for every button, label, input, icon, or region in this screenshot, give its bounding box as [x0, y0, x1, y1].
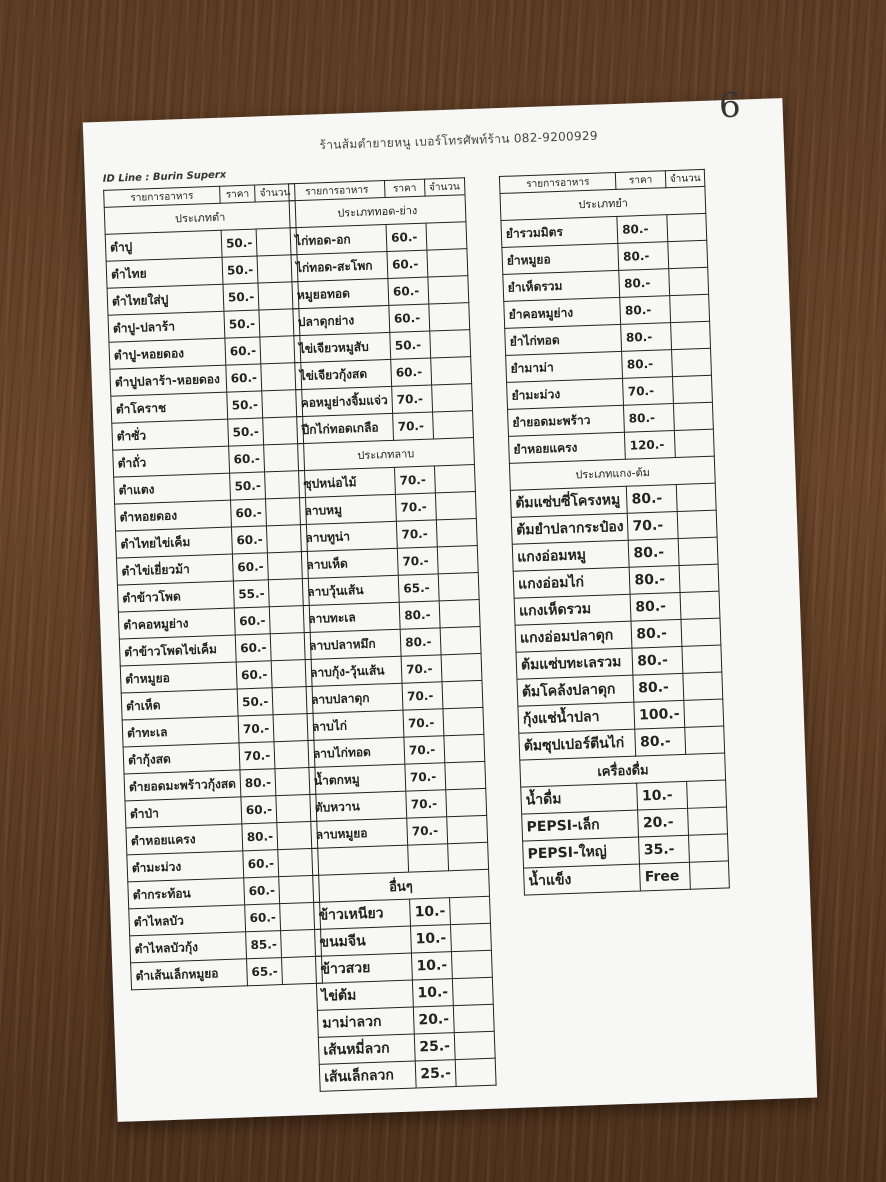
menu-item-price: 80.-: [400, 628, 441, 656]
menu-item-price: 50.-: [221, 229, 257, 257]
menu-item-name: ตำไข่เยี่ยวม้า: [116, 554, 233, 585]
menu-item-name: ต้มแซ่บทะเลรวม: [516, 648, 633, 679]
menu-item-name: ตำไทย: [106, 257, 223, 288]
menu-item-price: 80.-: [629, 565, 679, 594]
menu-item-name: ข้าวเหนียว: [314, 899, 411, 929]
menu-item-price: 80.-: [242, 823, 278, 851]
menu-item-name: ยำคอหมูย่าง: [504, 297, 621, 328]
menu-item-name: เส้นหมี่ลวก: [318, 1034, 415, 1064]
quantity-cell[interactable]: [672, 375, 713, 403]
header-price: ราคา: [220, 185, 256, 203]
menu-item-name: ตำซั่ว: [112, 419, 229, 450]
menu-item-name: ตำเส้นเล็กหมูยอ: [131, 959, 248, 990]
menu-item-price: 60.-: [387, 250, 428, 278]
menu-item-name: ตำปู-ปลาร้า: [108, 311, 225, 342]
quantity-cell[interactable]: [441, 653, 482, 681]
menu-item-name: ตำถั่ว: [113, 446, 230, 477]
menu-item-price: 70.-: [238, 715, 274, 743]
quantity-cell[interactable]: [432, 411, 473, 439]
quantity-cell[interactable]: [437, 546, 478, 574]
menu-item-name: ซุปหน่อไม้: [299, 467, 396, 497]
menu-item-name: ตำข้าวโพดไข่เค็ม: [119, 635, 236, 666]
menu-item-name: ต้มโคล้งปลาดุก: [517, 675, 634, 706]
menu-item-name: ไข่เจียวกุ้งสด: [295, 359, 392, 389]
menu-item-price: 60.-: [235, 634, 271, 662]
menu-item-price: 80.-: [631, 619, 681, 648]
quantity-cell[interactable]: [430, 330, 471, 358]
menu-item-price: 70.-: [403, 709, 444, 737]
quantity-cell[interactable]: [439, 599, 480, 627]
menu-item-price: 25.-: [414, 1033, 455, 1061]
header-price: ราคา: [385, 179, 425, 197]
quantity-cell[interactable]: [430, 357, 471, 385]
quantity-cell[interactable]: [454, 1031, 495, 1059]
handwritten-page-number: 6: [718, 85, 742, 127]
quantity-cell[interactable]: [429, 303, 470, 331]
quantity-cell[interactable]: [451, 950, 492, 978]
quantity-cell[interactable]: [668, 267, 709, 295]
menu-item-name: ลาบไก่ทอด: [308, 737, 405, 767]
menu-item-price: 80.-: [629, 539, 679, 568]
menu-item-name: ยำหอยแครง: [508, 432, 625, 463]
quantity-cell[interactable]: [676, 483, 717, 511]
menu-item-name: ตำหมูยอ: [120, 662, 237, 693]
menu-item-price: 50.-: [227, 391, 263, 419]
menu-item-price: 10.-: [413, 979, 454, 1007]
menu-item-price: 70.-: [239, 742, 275, 770]
menu-item-name: ปีกไก่ทอดเกลือ: [297, 413, 394, 443]
menu-item-name: ยำยอดมะพร้าว: [508, 405, 625, 436]
menu-item-price: 60.-: [241, 796, 277, 824]
quantity-cell[interactable]: [444, 734, 485, 762]
menu-item-name: น้ำตกหมู: [309, 764, 406, 794]
menu-item-name: PEPSI-เล็ก: [522, 810, 639, 841]
header-name: รายการอาหาร: [289, 181, 386, 201]
menu-item-price: 80.-: [633, 673, 683, 702]
category-larb: ประเภทลาบ: [298, 438, 474, 471]
category-drinks: เครื่องดื่ม: [520, 753, 726, 787]
header-name: รายการอาหาร: [104, 186, 221, 207]
menu-item-price: 80.-: [240, 769, 276, 797]
menu-item-price: 80.-: [635, 727, 685, 756]
menu-item-price: 70.-: [395, 466, 436, 494]
quantity-cell[interactable]: [449, 896, 490, 924]
menu-item-price: 60.-: [234, 607, 270, 635]
menu-item-name: คอหมูย่างจิ้มแจ่ว: [296, 386, 393, 416]
menu-item-price: 85.-: [246, 931, 282, 959]
menu-item-name: ลาบไก่: [307, 710, 404, 740]
menu-item-name: ลาบวุ้นเส้น: [302, 575, 399, 605]
menu-item-name: ตำกระท้อน: [128, 878, 245, 909]
menu-item-price: 60.-: [231, 499, 267, 527]
menu-item-name: ตำคอหมูย่าง: [118, 608, 235, 639]
menu-item-name: ตำไหลบัวกุ้ง: [130, 932, 247, 963]
menu-item-price: 35.-: [639, 835, 689, 864]
header-name: รายการอาหาร: [499, 172, 616, 193]
quantity-cell[interactable]: [686, 780, 727, 808]
quantity-cell[interactable]: [435, 492, 476, 520]
menu-item-price: 25.-: [415, 1060, 456, 1088]
menu-item-name: ลาบหมูยอ: [311, 818, 408, 848]
menu-item-name: ยำมะม่วง: [507, 378, 624, 409]
menu-item-name: ตำไทยไข่เค็ม: [116, 527, 233, 558]
menu-item-name: ขนมจีน: [315, 926, 412, 956]
menu-item-name: ไก่ทอด-อก: [290, 224, 387, 254]
quantity-cell[interactable]: [680, 591, 721, 619]
menu-item-price: 65.-: [398, 574, 439, 602]
menu-item-name: ยำไก่ทอด: [505, 324, 622, 355]
menu-item-price: 60.-: [391, 358, 432, 386]
menu-item-price: 70.-: [396, 493, 437, 521]
menu-item-price: 10.-: [410, 898, 451, 926]
menu-item-price: 80.-: [618, 242, 668, 271]
menu-item-name: ไก่ทอด-สะโพก: [291, 251, 388, 281]
quantity-cell[interactable]: [669, 294, 710, 322]
quantity-cell[interactable]: [440, 626, 481, 654]
menu-item-name: ลาบเห็ด: [301, 548, 398, 578]
menu-item-row: [131, 956, 323, 990]
category-som-tam: ประเภทตำ: [104, 201, 296, 235]
quantity-cell[interactable]: [443, 707, 484, 735]
menu-item-name: ลาบกุ้ง-วุ้นเส้น: [305, 656, 402, 686]
menu-item-price: 50.-: [222, 256, 258, 284]
menu-item-price: 70.-: [405, 763, 446, 791]
menu-item-price: 60.-: [231, 526, 267, 554]
category-yum: ประเภทยำ: [500, 186, 706, 220]
menu-item-price: 60.-: [232, 553, 268, 581]
menu-item-name: แกงเห็ดรวม: [514, 594, 631, 625]
quantity-cell[interactable]: [689, 861, 730, 889]
menu-item-price: 70.-: [401, 655, 442, 683]
menu-item-price: 80.-: [621, 323, 671, 352]
menu-item-price: 50.-: [228, 418, 264, 446]
quantity-cell[interactable]: [670, 321, 711, 349]
menu-order-sheet: [83, 85, 817, 1122]
quantity-cell[interactable]: [681, 618, 722, 646]
menu-item-price: 50.-: [230, 472, 266, 500]
menu-item-name: ไข่ต้ม: [316, 980, 413, 1010]
quantity-cell[interactable]: [446, 788, 487, 816]
menu-item-name: แกงอ่อมไก่: [513, 567, 630, 598]
menu-item-price: 60.-: [243, 850, 279, 878]
menu-item-name: ตับหวาน: [310, 791, 407, 821]
menu-item-price: 60.-: [386, 223, 427, 251]
menu-item-price: 65.-: [247, 958, 283, 986]
menu-item-price: 80.-: [622, 350, 672, 379]
quantity-cell[interactable]: [667, 240, 708, 268]
menu-item-name: ตำป่า: [125, 797, 242, 828]
category-curry-soup: ประเภทแกง-ต้ม: [509, 456, 715, 490]
quantity-cell[interactable]: [431, 384, 472, 412]
menu-item-price: 50.-: [237, 688, 273, 716]
menu-item-price: 70.-: [404, 736, 445, 764]
menu-item-price: 60.-: [226, 364, 262, 392]
menu-item-price: 70.-: [402, 682, 443, 710]
menu-item-price: 50.-: [390, 331, 431, 359]
menu-item-price: 50.-: [224, 310, 260, 338]
header-qty: จำนวน: [255, 184, 295, 202]
shop-title: ร้านส้มตำยายหนู เบอร์โทรศัพท์ร้าน 082-9200929: [319, 128, 599, 153]
menu-item-name: ต้มยำปลากระป๋อง: [511, 513, 628, 544]
menu-item-name: ลาบทูน่า: [300, 521, 397, 551]
menu-item-name: น้ำแข็ง: [524, 864, 641, 895]
quantity-cell[interactable]: [450, 923, 491, 951]
quantity-cell[interactable]: [684, 726, 725, 754]
menu-item-price: 70.-: [623, 377, 673, 406]
menu-item-name: PEPSI-ใหญ่: [523, 837, 640, 868]
quantity-cell[interactable]: [677, 510, 718, 538]
menu-item-price: 10.-: [411, 925, 452, 953]
menu-item-name: หมูยอทอด: [292, 278, 389, 308]
menu-item-name: ตำแตง: [114, 473, 231, 504]
menu-item-name: ต้มแซ่บซี่โครงหมู: [510, 486, 627, 517]
header-price: ราคา: [616, 171, 666, 190]
quantity-cell[interactable]: [427, 249, 468, 277]
menu-item-name: ตำปู-หอยดอง: [109, 338, 226, 369]
quantity-cell[interactable]: [446, 815, 487, 843]
menu-item-price: 60.-: [389, 304, 430, 332]
line-id: ID Line : Burin Superx: [102, 169, 227, 185]
menu-item-price: 80.-: [630, 592, 680, 621]
menu-item-price: 50.-: [223, 283, 259, 311]
menu-item-name: ตำปูปลาร้า-หอยดอง: [110, 365, 227, 396]
menu-item-name: ข้าวสวย: [316, 953, 413, 983]
menu-item-price: 80.-: [617, 215, 667, 244]
column-fried-larb-other: [288, 177, 496, 1092]
quantity-cell[interactable]: [671, 348, 712, 376]
quantity-cell[interactable]: [455, 1058, 496, 1086]
menu-item-price: Free: [640, 862, 690, 891]
menu-item-price: 60.-: [388, 277, 429, 305]
menu-item-price: 55.-: [233, 580, 269, 608]
menu-item-name: ตำมะม่วง: [127, 851, 244, 882]
menu-item-name: น้ำดื่ม: [521, 783, 638, 814]
header-qty: จำนวน: [665, 169, 705, 187]
menu-item-name: ลาบปลาดุก: [306, 683, 403, 713]
menu-item-price: 80.-: [619, 269, 669, 298]
menu-item-price: 60.-: [244, 877, 280, 905]
quantity-cell[interactable]: [673, 402, 714, 430]
menu-item-price: 60.-: [225, 337, 261, 365]
menu-item-name: ต้มซุปเปอร์ตีนไก่: [519, 729, 636, 760]
menu-item-name: ตำปู: [105, 230, 222, 261]
quantity-cell[interactable]: [452, 977, 493, 1005]
menu-item-name: ตำทะเล: [122, 716, 239, 747]
quantity-cell[interactable]: [434, 465, 475, 493]
menu-item-name: ตำยอดมะพร้าวกุ้งสด: [124, 770, 241, 801]
quantity-cell[interactable]: [687, 807, 728, 835]
menu-item-name: เส้นเล็กลวก: [319, 1061, 416, 1091]
quantity-cell[interactable]: [445, 761, 486, 789]
menu-item-price: 20.-: [638, 808, 688, 837]
menu-item-price: 70.-: [393, 412, 434, 440]
menu-item-price: 20.-: [413, 1006, 454, 1034]
menu-item-name: ตำข้าวโพด: [117, 581, 234, 612]
quantity-cell[interactable]: [678, 537, 719, 565]
menu-item-price: 80.-: [399, 601, 440, 629]
menu-item-name: ไข่เจียวหมูสับ: [294, 332, 391, 362]
menu-item-name: ตำหอยดอง: [115, 500, 232, 531]
quantity-cell[interactable]: [674, 429, 715, 457]
quantity-cell[interactable]: [684, 699, 725, 727]
menu-item-name: ยำหมูยอ: [502, 243, 619, 274]
menu-item-price: 80.-: [620, 296, 670, 325]
menu-item-row: [319, 1058, 495, 1091]
menu-item-price: 10.-: [412, 952, 453, 980]
quantity-cell[interactable]: [682, 645, 723, 673]
menu-item-price: 60.-: [229, 445, 265, 473]
menu-item-price: 80.-: [627, 485, 677, 514]
menu-item-name: ลาบปลาหมึก: [304, 629, 401, 659]
quantity-cell[interactable]: [679, 564, 720, 592]
menu-item-price: 80.-: [632, 646, 682, 675]
quantity-cell[interactable]: [426, 222, 467, 250]
menu-item-name: มาม่าลวก: [317, 1007, 414, 1037]
menu-item-name: แกงอ่อมหมู: [512, 540, 629, 571]
menu-item-price: 70.-: [406, 790, 447, 818]
menu-item-price: 60.-: [236, 661, 272, 689]
menu-item-price: 80.-: [624, 404, 674, 433]
quantity-cell[interactable]: [453, 1004, 494, 1032]
menu-item-name: ยำรวมมิตร: [501, 216, 618, 247]
menu-item-price: 70.-: [628, 512, 678, 541]
menu-item-price: 70.-: [397, 520, 438, 548]
menu-item-name: ตำไหลบัว: [129, 905, 246, 936]
menu-item-price: 70.-: [407, 817, 448, 845]
menu-item-price: 10.-: [637, 781, 687, 810]
category-fried-grilled: ประเภททอด-ย่าง: [289, 195, 465, 228]
quantity-cell[interactable]: [442, 680, 483, 708]
menu-item-name: ยำมาม่า: [506, 351, 623, 382]
menu-item-name: ตำโคราช: [111, 392, 228, 423]
header-qty: จำนวน: [424, 178, 464, 196]
menu-item-price: 70.-: [392, 385, 433, 413]
menu-item-name: กุ้งแช่น้ำปลา: [518, 702, 635, 733]
quantity-cell[interactable]: [438, 573, 479, 601]
menu-item-name: ตำไทยใส่ปู: [107, 284, 224, 315]
menu-item-name: ตำกุ้งสด: [123, 743, 240, 774]
menu-item-name: ตำเห็ด: [121, 689, 238, 720]
menu-item-price: 100.-: [634, 700, 684, 729]
menu-item-price: 70.-: [397, 547, 438, 575]
quantity-cell[interactable]: [428, 276, 469, 304]
menu-item-name: ตำหอยแครง: [126, 824, 243, 855]
quantity-cell[interactable]: [688, 834, 729, 862]
menu-item-price: 120.-: [625, 431, 675, 460]
menu-item-name: ลาบทะเล: [303, 602, 400, 632]
menu-item-name: ปลาดุกย่าง: [293, 305, 390, 335]
menu-item-name: ลาบหมู: [299, 494, 396, 524]
menu-item-price: 60.-: [245, 904, 281, 932]
quantity-cell[interactable]: [683, 672, 724, 700]
column-yum-curry-drinks: [499, 169, 730, 896]
menu-item-name: ยำเห็ดรวม: [503, 270, 620, 301]
column-som-tam: [103, 183, 323, 990]
menu-item-name: แกงอ่อมปลาดุก: [515, 621, 632, 652]
quantity-cell[interactable]: [436, 519, 477, 547]
category-others: อื่นๆ: [313, 869, 489, 902]
menu-item-row: [524, 861, 730, 895]
quantity-cell[interactable]: [667, 213, 708, 241]
